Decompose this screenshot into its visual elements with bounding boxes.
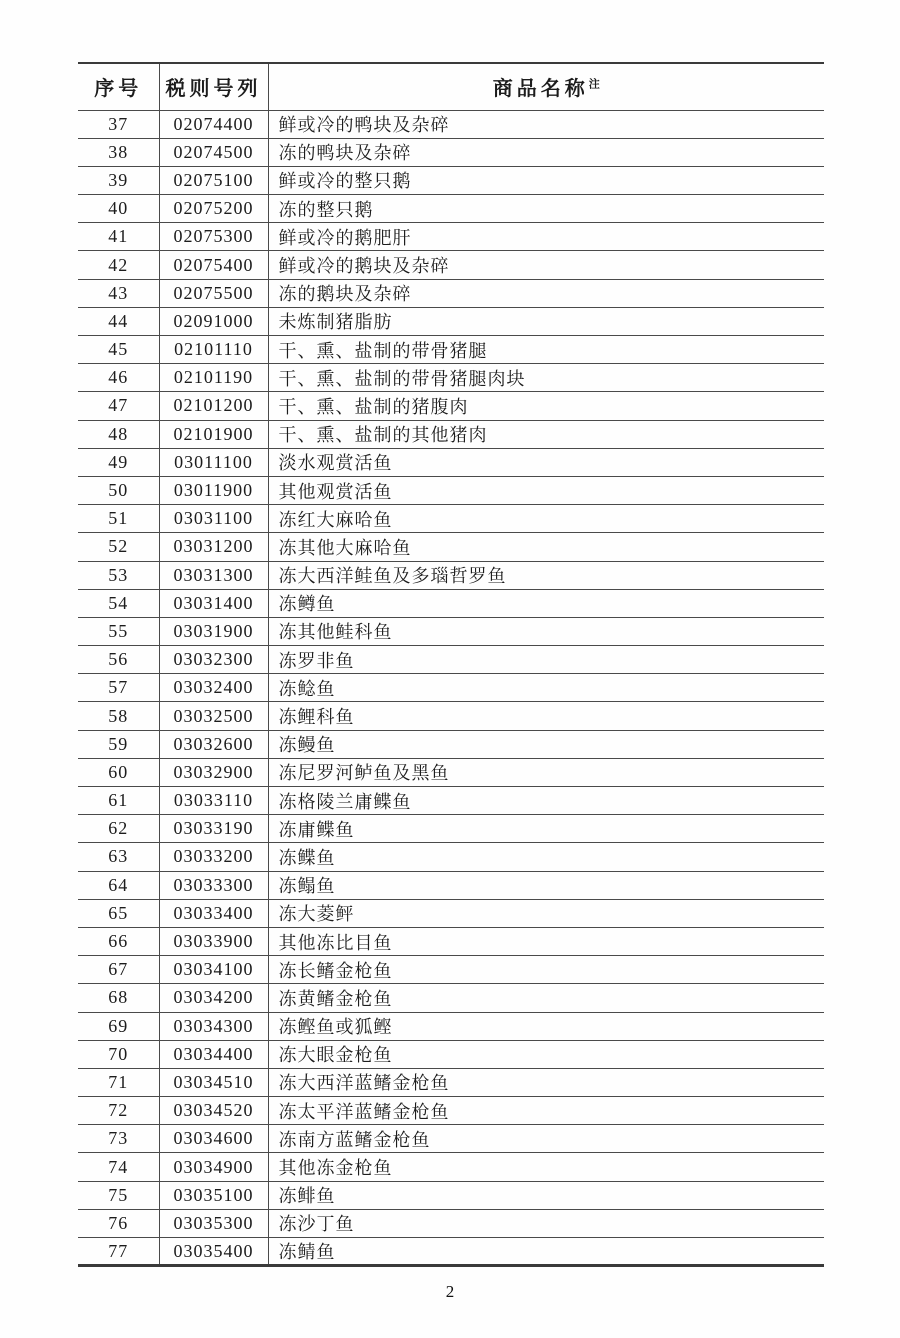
tariff-code-cell: 02074500: [159, 138, 268, 166]
serial-number-cell: 40: [78, 195, 159, 223]
product-name-cell: 冻庸鲽鱼: [268, 815, 824, 843]
serial-number-cell: 62: [78, 815, 159, 843]
serial-number-cell: 69: [78, 1012, 159, 1040]
table-row: [78, 674, 824, 702]
serial-number-cell: 67: [78, 956, 159, 984]
product-name-cell: 冻南方蓝鳍金枪鱼: [268, 1125, 824, 1153]
table-row: [78, 1153, 824, 1181]
product-name-cell: 冻鲱鱼: [268, 1181, 824, 1209]
table-row: [78, 871, 824, 899]
serial-number-cell: 42: [78, 251, 159, 279]
tariff-code-cell: 02101110: [159, 336, 268, 364]
table-row: [78, 476, 824, 504]
tariff-code-cell: 03034400: [159, 1040, 268, 1068]
table-row: [78, 561, 824, 589]
tariff-code-cell: 03032500: [159, 702, 268, 730]
tariff-code-cell: 03033300: [159, 871, 268, 899]
header-product-name-label: 商品名称: [492, 78, 589, 101]
product-name-cell: 冻沙丁鱼: [268, 1209, 824, 1237]
serial-number-cell: 55: [78, 617, 159, 645]
table-row: [78, 984, 824, 1012]
tariff-code-cell: 03033200: [159, 843, 268, 871]
serial-number-cell: 63: [78, 843, 159, 871]
table-row: [78, 787, 824, 815]
product-name-cell: 干、熏、盐制的猪腹肉: [268, 392, 824, 420]
serial-number-cell: 44: [78, 307, 159, 335]
product-name-cell: 冻罗非鱼: [268, 646, 824, 674]
serial-number-cell: 56: [78, 646, 159, 674]
tariff-code-cell: 02091000: [159, 307, 268, 335]
table-row: [78, 1181, 824, 1209]
product-name-cell: 冻鳎鱼: [268, 871, 824, 899]
table-row: [78, 927, 824, 955]
product-name-cell: 干、熏、盐制的带骨猪腿肉块: [268, 364, 824, 392]
tariff-code-cell: 03034520: [159, 1097, 268, 1125]
product-name-cell: 冻大西洋鲑鱼及多瑙哲罗鱼: [268, 561, 824, 589]
table-row: [78, 1238, 824, 1266]
table-row: [78, 843, 824, 871]
header-serial-number: 序号: [78, 63, 159, 110]
serial-number-cell: 72: [78, 1097, 159, 1125]
product-name-cell: 冻格陵兰庸鲽鱼: [268, 787, 824, 815]
tariff-code-cell: 02074400: [159, 110, 268, 138]
tariff-code-cell: 03033900: [159, 927, 268, 955]
table-header: [78, 63, 824, 110]
table-row: [78, 307, 824, 335]
table-row: [78, 279, 824, 307]
tariff-code-cell: 03033190: [159, 815, 268, 843]
tariff-code-cell: 03035400: [159, 1238, 268, 1266]
serial-number-cell: 51: [78, 505, 159, 533]
tariff-code-cell: 03011900: [159, 476, 268, 504]
product-name-cell: 冻鳟鱼: [268, 589, 824, 617]
product-name-cell: 冻大西洋蓝鳍金枪鱼: [268, 1068, 824, 1096]
tariff-code-cell: 03034100: [159, 956, 268, 984]
serial-number-cell: 52: [78, 533, 159, 561]
tariff-code-cell: 02075200: [159, 195, 268, 223]
product-name-cell: 冻鲶鱼: [268, 674, 824, 702]
product-name-cell: 冻的整只鹅: [268, 195, 824, 223]
serial-number-cell: 59: [78, 730, 159, 758]
product-name-cell: 鲜或冷的鹅块及杂碎: [268, 251, 824, 279]
serial-number-cell: 75: [78, 1181, 159, 1209]
product-name-cell: 冻大菱鲆: [268, 899, 824, 927]
table-row: [78, 617, 824, 645]
tariff-code-cell: 03031100: [159, 505, 268, 533]
product-name-cell: 冻大眼金枪鱼: [268, 1040, 824, 1068]
table-row: [78, 1209, 824, 1237]
serial-number-cell: 45: [78, 336, 159, 364]
tariff-code-cell: 03032600: [159, 730, 268, 758]
table-row: [78, 1125, 824, 1153]
table-row: [78, 223, 824, 251]
product-name-cell: 其他冻比目鱼: [268, 927, 824, 955]
table-row: [78, 899, 824, 927]
tariff-code-cell: 03034900: [159, 1153, 268, 1181]
table-row: [78, 448, 824, 476]
product-name-cell: 冻长鳍金枪鱼: [268, 956, 824, 984]
serial-number-cell: 58: [78, 702, 159, 730]
serial-number-cell: 53: [78, 561, 159, 589]
product-name-cell: 鲜或冷的鸭块及杂碎: [268, 110, 824, 138]
table-row: [78, 138, 824, 166]
serial-number-cell: 60: [78, 758, 159, 786]
serial-number-cell: 49: [78, 448, 159, 476]
page-number: 2: [445, 1282, 455, 1301]
table-row: [78, 392, 824, 420]
tariff-code-cell: 02101900: [159, 420, 268, 448]
tariff-code-cell: 03031300: [159, 561, 268, 589]
serial-number-cell: 68: [78, 984, 159, 1012]
table-header-row: [78, 63, 824, 110]
product-name-cell: 冻的鹅块及杂碎: [268, 279, 824, 307]
serial-number-cell: 70: [78, 1040, 159, 1068]
table-row: [78, 166, 824, 194]
serial-number-cell: 57: [78, 674, 159, 702]
product-name-cell: 冻其他鲑科鱼: [268, 617, 824, 645]
tariff-code-cell: 03031900: [159, 617, 268, 645]
product-name-cell: 鲜或冷的整只鹅: [268, 166, 824, 194]
product-name-cell: 冻其他大麻哈鱼: [268, 533, 824, 561]
table-row: [78, 758, 824, 786]
product-name-cell: 干、熏、盐制的带骨猪腿: [268, 336, 824, 364]
product-name-cell: 冻鲽鱼: [268, 843, 824, 871]
serial-number-cell: 37: [78, 110, 159, 138]
tariff-code-cell: 03032900: [159, 758, 268, 786]
serial-number-cell: 54: [78, 589, 159, 617]
serial-number-cell: 64: [78, 871, 159, 899]
tariff-code-cell: 03034300: [159, 1012, 268, 1040]
header-tariff-code: 税则号列: [159, 63, 268, 110]
table-row: [78, 1097, 824, 1125]
product-name-cell: 冻的鸭块及杂碎: [268, 138, 824, 166]
tariff-code-cell: 03034600: [159, 1125, 268, 1153]
tariff-code-cell: 02075300: [159, 223, 268, 251]
tariff-code-cell: 02075100: [159, 166, 268, 194]
serial-number-cell: 41: [78, 223, 159, 251]
table-row: [78, 533, 824, 561]
product-name-cell: 干、熏、盐制的其他猪肉: [268, 420, 824, 448]
tariff-code-cell: 03033400: [159, 899, 268, 927]
header-product-name: [268, 63, 824, 110]
tariff-code-cell: 02075400: [159, 251, 268, 279]
table-row: [78, 1068, 824, 1096]
product-name-cell: 冻鳗鱼: [268, 730, 824, 758]
serial-number-cell: 76: [78, 1209, 159, 1237]
serial-number-cell: 39: [78, 166, 159, 194]
serial-number-cell: 46: [78, 364, 159, 392]
tariff-code-cell: 02101200: [159, 392, 268, 420]
serial-number-cell: 48: [78, 420, 159, 448]
serial-number-cell: 61: [78, 787, 159, 815]
table-row: [78, 420, 824, 448]
serial-number-cell: 38: [78, 138, 159, 166]
tariff-code-cell: 03035100: [159, 1181, 268, 1209]
table-row: [78, 195, 824, 223]
product-name-cell: 冻红大麻哈鱼: [268, 505, 824, 533]
header-note-superscript: 注: [588, 78, 600, 91]
product-name-cell: 冻黄鳍金枪鱼: [268, 984, 824, 1012]
product-name-cell: 冻鲣鱼或狐鲣: [268, 1012, 824, 1040]
serial-number-cell: 50: [78, 476, 159, 504]
tariff-code-cell: 03034510: [159, 1068, 268, 1096]
tariff-code-cell: 03011100: [159, 448, 268, 476]
table-row: [78, 251, 824, 279]
tariff-code-cell: 03031400: [159, 589, 268, 617]
tariff-code-cell: 03034200: [159, 984, 268, 1012]
tariff-code-cell: 03032400: [159, 674, 268, 702]
product-name-cell: 冻鲤科鱼: [268, 702, 824, 730]
product-name-cell: 鲜或冷的鹅肥肝: [268, 223, 824, 251]
serial-number-cell: 43: [78, 279, 159, 307]
table-row: [78, 956, 824, 984]
serial-number-cell: 65: [78, 899, 159, 927]
product-name-cell: 未炼制猪脂肪: [268, 307, 824, 335]
serial-number-cell: 47: [78, 392, 159, 420]
tariff-code-cell: 03035300: [159, 1209, 268, 1237]
serial-number-cell: 71: [78, 1068, 159, 1096]
table-row: [78, 730, 824, 758]
tariff-code-cell: 03033110: [159, 787, 268, 815]
table-row: [78, 505, 824, 533]
table-body: [78, 110, 824, 1266]
table-row: [78, 646, 824, 674]
product-name-cell: 冻尼罗河鲈鱼及黑鱼: [268, 758, 824, 786]
serial-number-cell: 66: [78, 927, 159, 955]
product-name-cell: 淡水观赏活鱼: [268, 448, 824, 476]
serial-number-cell: 74: [78, 1153, 159, 1181]
table-row: [78, 1040, 824, 1068]
product-name-cell: 其他冻金枪鱼: [268, 1153, 824, 1181]
table-row: [78, 702, 824, 730]
product-name-cell: 冻太平洋蓝鳍金枪鱼: [268, 1097, 824, 1125]
table-row: [78, 336, 824, 364]
product-name-cell: 其他观赏活鱼: [268, 476, 824, 504]
tariff-code-cell: 03031200: [159, 533, 268, 561]
table-row: [78, 110, 824, 138]
tariff-code-cell: 02101190: [159, 364, 268, 392]
table-row: [78, 364, 824, 392]
product-name-cell: 冻鲭鱼: [268, 1238, 824, 1266]
serial-number-cell: 77: [78, 1238, 159, 1266]
tariff-code-cell: 03032300: [159, 646, 268, 674]
table-row: [78, 589, 824, 617]
table-row: [78, 815, 824, 843]
table-row: [78, 1012, 824, 1040]
tariff-table: [78, 62, 824, 1267]
tariff-code-cell: 02075500: [159, 279, 268, 307]
serial-number-cell: 73: [78, 1125, 159, 1153]
